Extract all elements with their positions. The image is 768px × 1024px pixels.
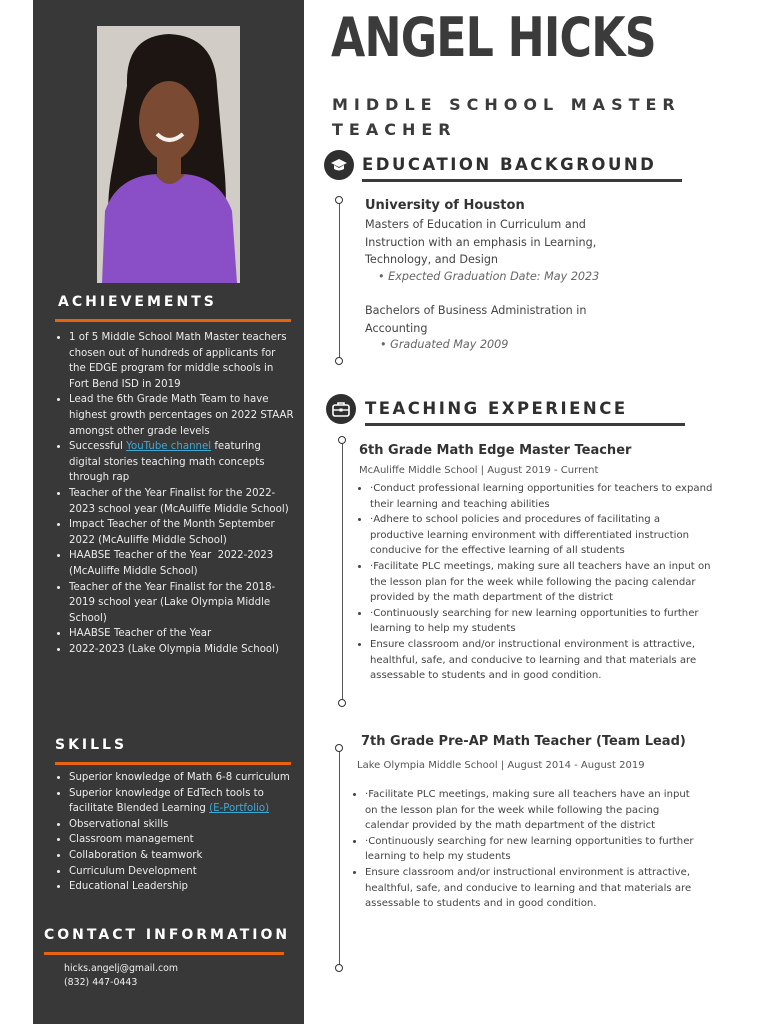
school-name: University of Houston: [365, 198, 525, 213]
achievements-heading: ACHIEVEMENTS: [58, 294, 217, 310]
list-item: • HAABSE Teacher of the Year 2022-2023 (McAuliffe Middle School): [69, 548, 294, 579]
timeline-dot: [335, 357, 343, 365]
bullet-icon: •: [378, 270, 389, 283]
sidebar: [33, 0, 304, 1024]
job-bullets-2: [352, 787, 700, 912]
list-item: • ·Adhere to school policies and procedures of facilitating a productive learning environment with differentiated instruction conducive for the effective learning of all students: [370, 512, 715, 559]
list-item: • Teacher of the Year Finalist for the 2018-2019 school year (Lake Olympia Middle School): [69, 580, 294, 627]
degree-bachelors: Bachelors of Business Administration in Accounting: [365, 304, 587, 335]
timeline-dot: [335, 964, 343, 972]
list-item: • Lead the 6th Grade Math Team to have highest growth percentages on 2022 STAAR amongst other grade levels: [69, 392, 294, 439]
timeline-dot: [338, 699, 346, 707]
e-portfolio-link[interactable]: (E-Portfolio): [209, 803, 270, 815]
list-item: • Superior knowledge of Math 6-8 curriculum: [69, 770, 294, 786]
job-title-2: 7th Grade Pre-AP Math Teacher (Team Lead): [361, 734, 686, 749]
job-title: MIDDLE SCHOOL MASTER TEACHER: [332, 95, 681, 139]
contact-email[interactable]: hicks.angelj@gmail.com: [64, 963, 179, 974]
list-item: • HAABSE Teacher of the Year: [69, 626, 294, 642]
list-item: [69, 786, 294, 817]
list-item: • Classroom management: [69, 832, 294, 848]
experience-heading: TEACHING EXPERIENCE: [365, 399, 628, 418]
profile-photo: [97, 26, 240, 283]
skills-rule: [55, 762, 291, 765]
bullet-icon: •: [380, 338, 391, 351]
briefcase-icon: [326, 394, 356, 424]
job-bullets-1: [357, 481, 715, 684]
education-timeline: [339, 200, 340, 360]
list-item: • Observational skills: [69, 817, 294, 833]
skills-list: [51, 770, 294, 895]
timeline-dot: [335, 744, 343, 752]
experience-timeline-2: [339, 748, 340, 968]
candidate-name: ANGEL HICKS: [331, 6, 656, 69]
list-item-text: featuring digital stories teaching math concepts through rap: [69, 441, 265, 484]
list-item: • ·Continuously searching for new learning opportunities to further learning to help my students: [365, 834, 700, 865]
achievements-list: [51, 330, 294, 657]
job-meta-2: Lake Olympia Middle School | August 2014 - August 2019: [357, 760, 645, 771]
list-item-text: Successful: [69, 441, 127, 453]
list-item: • ·Facilitate PLC meetings, making sure all teachers have an input on the lesson plan for the week while following the pacing calendar provided by the math department of the district: [365, 787, 700, 834]
list-item: • Teacher of the Year Finalist for the 2022-2023 school year (McAuliffe Middle School): [69, 486, 294, 517]
youtube-channel-link[interactable]: YouTube channel: [126, 441, 212, 453]
list-item: • 1 of 5 Middle School Math Master teachers chosen out of hundreds of applicants for the EDGE program for middle schools in Fort Bend ISD in 2019: [69, 330, 294, 392]
list-item: • ·Continuously searching for new learning opportunities to further learning to help my students: [370, 606, 715, 637]
education-heading: EDUCATION BACKGROUND: [362, 155, 657, 174]
job-meta-1: McAuliffe Middle School | August 2019 - Current: [359, 465, 599, 476]
contact-phone: (832) 447-0443: [64, 976, 138, 988]
list-item: • Impact Teacher of the Month September 2022 (McAuliffe Middle School): [69, 517, 294, 548]
experience-timeline-1: [342, 440, 343, 702]
list-item: • Curriculum Development: [69, 864, 294, 880]
timeline-dot: [338, 436, 346, 444]
list-item: [69, 439, 294, 486]
list-item: • Educational Leadership: [69, 879, 294, 895]
list-item: • ·Conduct professional learning opportunities for teachers to expand their learning and teaching abilities: [370, 481, 715, 512]
degree-masters-note: • Expected Graduation Date: May 2023: [378, 270, 600, 283]
contact-rule: [44, 952, 284, 955]
contact-block: [64, 962, 178, 989]
experience-rule: [365, 423, 685, 426]
achievements-rule: [55, 319, 291, 322]
list-item: • Ensure classroom and/or instructional environment is attractive, healthful, safe, and conducive to learning and that materials are assessable to students and in good condition.: [365, 865, 700, 912]
degree-masters: Masters of Education in Curriculum and Instruction with an emphasis in Learning, Technology, and Design: [365, 218, 597, 266]
list-item: • ·Facilitate PLC meetings, making sure all teachers have an input on the lesson plan for the week while following the pacing calendar provided by the math department of the district: [370, 559, 715, 606]
education-rule: [362, 179, 682, 182]
list-item: • Ensure classroom and/or instructional environment is attractive, healthful, safe, and conducive to learning and that materials are assessable to students and in good condition.: [370, 637, 715, 684]
list-item-text: Superior knowledge of EdTech tools to facilitate Blended Learning: [69, 787, 264, 815]
skills-heading: SKILLS: [55, 737, 128, 753]
contact-heading: CONTACT INFORMATION: [44, 927, 291, 943]
job-title-1: 6th Grade Math Edge Master Teacher: [359, 443, 632, 458]
degree-bachelors-note: • Graduated May 2009: [380, 338, 509, 351]
list-item: • Collaboration & teamwork: [69, 848, 294, 864]
graduation-cap-icon: [324, 150, 354, 180]
timeline-dot: [335, 196, 343, 204]
list-item: • 2022-2023 (Lake Olympia Middle School): [69, 642, 294, 658]
